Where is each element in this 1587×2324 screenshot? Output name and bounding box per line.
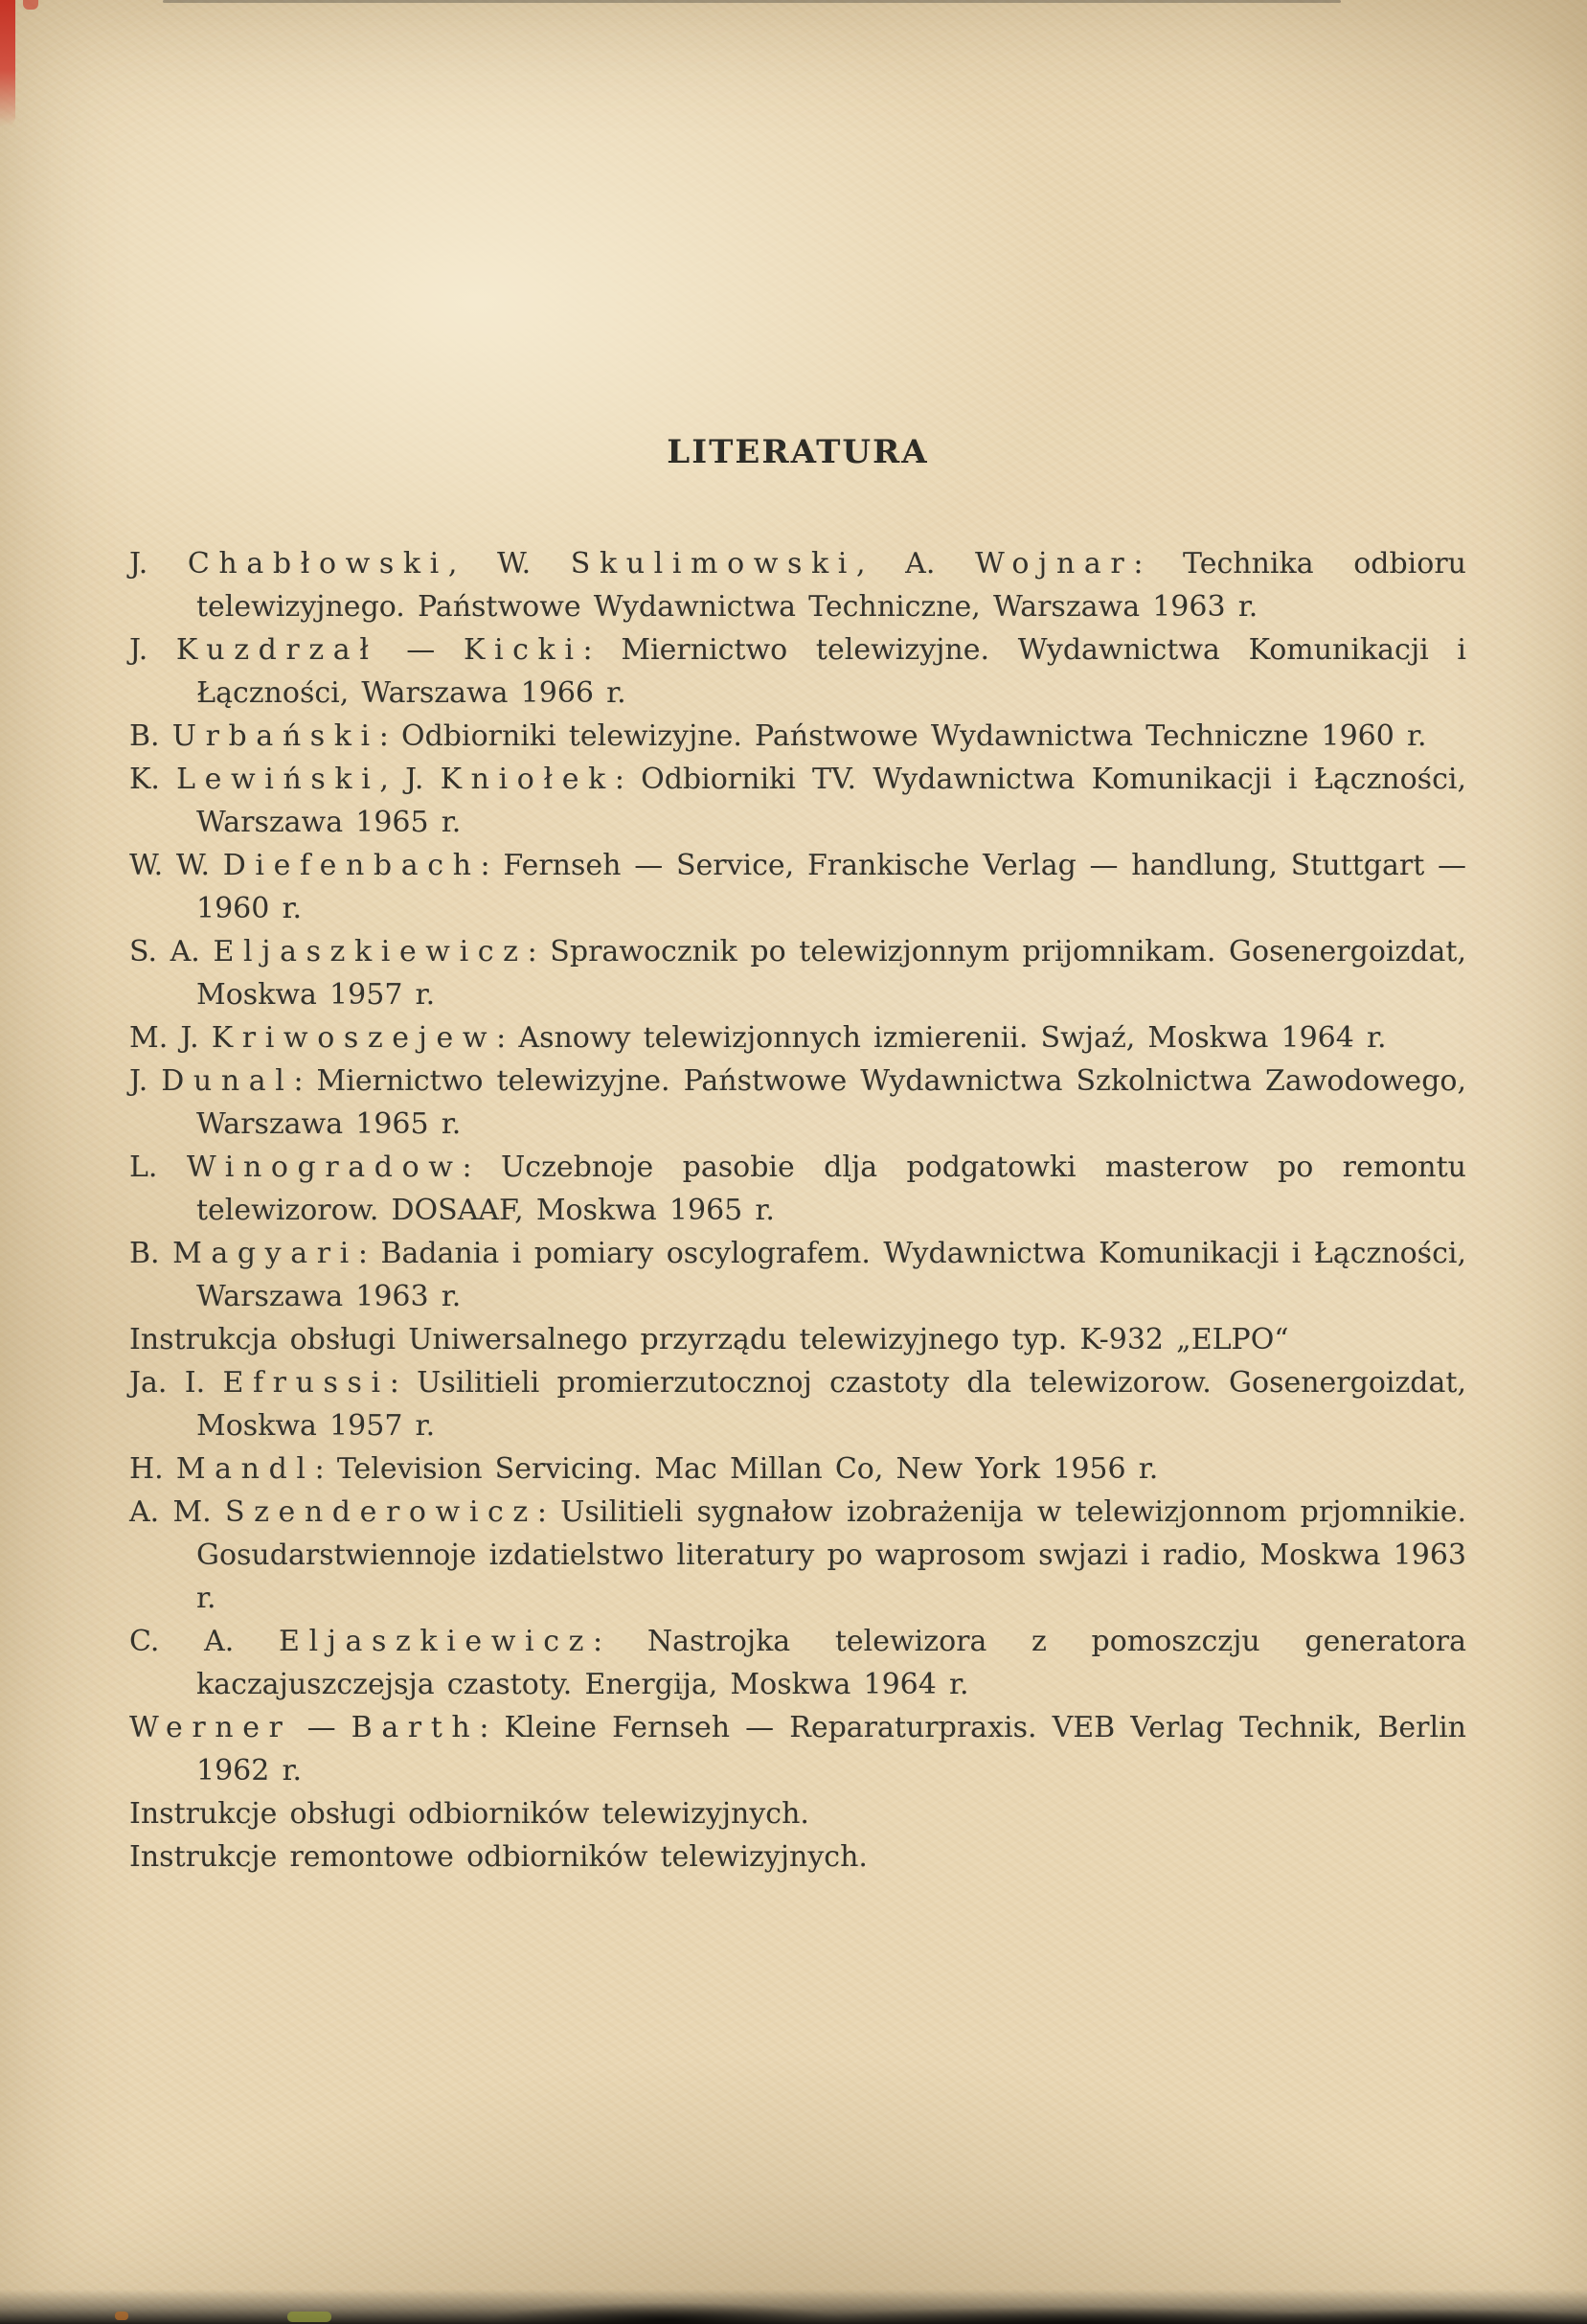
entry-text: : Usilitieli sygnałow izobrażenija w telewizjonnom prjomnikie. Gosudarstwiennoje izdatielstwo literatury po waprosom swjazi i radio, Moskwa 1963 r. [196,1495,1466,1615]
author-name: Kniołek [440,763,615,796]
entry-text: : Asnowy telewizjonnych izmierenii. Swjaź, Moskwa 1964 r. [496,1021,1387,1055]
entry-text: Ja. I. [129,1366,223,1400]
entry-text: L. [129,1151,187,1184]
bibliography-entry [129,1447,1466,1491]
bibliography-entry [129,1706,1466,1792]
entry-text: J. [129,547,188,581]
author-name: Efrussi [222,1366,390,1400]
author-name: Chabłowski [187,547,448,581]
scan-artifact-green-speck [287,2312,331,2322]
entry-text: : Technika odbioru telewizyjnego. Państwowe Wydawnictwa Techniczne, Warszawa 1963 r. [196,547,1466,624]
entry-text: , A. [856,547,975,581]
bibliography-entry [129,1620,1466,1706]
entry-text: J. [129,633,176,667]
entry-text: Instrukcje obsługi odbiorników telewizyjnych. [129,1797,809,1831]
entry-text: : Uczebnoje pasobie dlja podgatowki masterow po remontu telewizorow. DOSAAF, Moskwa 1965 r. [196,1151,1466,1227]
bibliography-entry [129,930,1466,1016]
page-title: LITERATURA [667,433,929,471]
entry-text: W. W. [129,849,223,882]
author-name: Werner [129,1711,292,1744]
entry-text: H. [129,1452,176,1486]
scan-artifact-red-strip [0,0,15,126]
bibliography-entry [129,1146,1466,1232]
bibliography-entry [129,1491,1466,1620]
bibliography-entry [129,715,1466,758]
entry-text: , W. [447,547,571,581]
bibliography-entry [129,1361,1466,1447]
author-name: Diefenbach [222,849,481,882]
entry-text: B. [129,719,172,753]
entry-text: : Odbiorniki telewizyjne. Państwowe Wydawnictwa Techniczne 1960 r. [378,719,1427,753]
entry-text: : Fernseh — Service, Frankische Verlag — handlung, Stuttgart — 1960 r. [196,849,1467,925]
entry-text: : Sprawocznik po telewizjonnym prijomnikam. Gosenergoizdat, Moskwa 1957 r. [196,935,1466,1012]
bibliography-entry [129,1835,1466,1879]
entry-text: — [291,1711,351,1744]
scan-artifact-bottom-shadow [0,2290,1587,2324]
author-name: Urbański [171,719,379,753]
entry-text: : Miernictwo telewizyjne. Wydawnictwa Komunikacji i Łączności, Warszawa 1966 r. [196,633,1466,710]
entry-text: : Odbiorniki TV. Wydawnictwa Komunikacji i Łączności, Warszawa 1965 r. [196,763,1466,839]
entry-text: C. A. [129,1625,279,1658]
author-name: Kicki [463,633,583,667]
entry-text: A. M. [129,1495,225,1529]
author-name: Winogradow [186,1151,463,1184]
entry-text: , J. [379,763,441,796]
entry-text: : Miernictwo telewizyjne. Państwowe Wydawnictwa Szkolnictwa Zawodowego, Warszawa 1965 r. [196,1064,1466,1141]
bibliography-entry [129,844,1466,930]
entry-text: J. [129,1064,162,1098]
entry-text: Instrukcje remontowe odbiorników telewizyjnych. [129,1840,868,1874]
entry-text: : Nastrojka telewizora z pomoszczju generatora kaczajuszczejsja czastoty. Energija, Moskwa 1964 r. [196,1625,1466,1701]
bibliography-entry [129,1016,1466,1059]
entry-text: : Television Servicing. Mac Millan Co, New York 1956 r. [314,1452,1159,1486]
bibliography-entry [129,1232,1466,1318]
entry-text: Instrukcja obsługi Uniwersalnego przyrządu telewizyjnego typ. K-932 „ELPO“ [129,1323,1289,1356]
entry-text: : Usilitieli promierzutocznoj czastoty dla telewizorow. Gosenergoizdat, Moskwa 1957 r. [196,1366,1466,1443]
entry-text: — [377,633,464,667]
bibliography-entry [129,628,1466,715]
entry-text: M. J. [129,1021,212,1055]
bibliography-entry [129,758,1466,844]
bibliography-list [129,542,1466,1879]
author-name: Kriwoszejew [211,1021,497,1055]
bibliography-entry [129,542,1466,628]
entry-text: K. [129,763,177,796]
entry-text: B. [129,1237,173,1270]
author-name: Eljaszkiewicz [213,935,528,968]
author-name: Magyari [172,1237,358,1270]
author-name: Lewiński [176,763,380,796]
author-name: Dunal [161,1064,294,1098]
scan-artifact-top-edge-line [163,0,1341,3]
scan-artifact-orange-speck [115,2312,128,2320]
scan-artifact-red-speck [23,0,38,10]
entry-text: S. A. [129,935,214,968]
author-name: Eljaszkiewicz [278,1625,594,1658]
author-name: Mandl [175,1452,315,1486]
bibliography-entry [129,1059,1466,1146]
entry-text: : Badania i pomiary oscylografem. Wydawnictwa Komunikacji i Łączności, Warszawa 1963 r. [196,1237,1466,1313]
author-name: Kuzdrzał [175,633,378,667]
entry-text: : Kleine Fernseh — Reparaturpraxis. VEB Verlag Technik, Berlin 1962 r. [196,1711,1466,1788]
author-name: Skulimowski [570,547,856,581]
bibliography-content [129,433,1466,1879]
author-name: Wojnar [975,547,1134,581]
bibliography-entry [129,1318,1466,1361]
author-name: Barth [351,1711,480,1744]
bibliography-entry [129,1792,1466,1835]
author-name: Szenderowicz [224,1495,537,1529]
